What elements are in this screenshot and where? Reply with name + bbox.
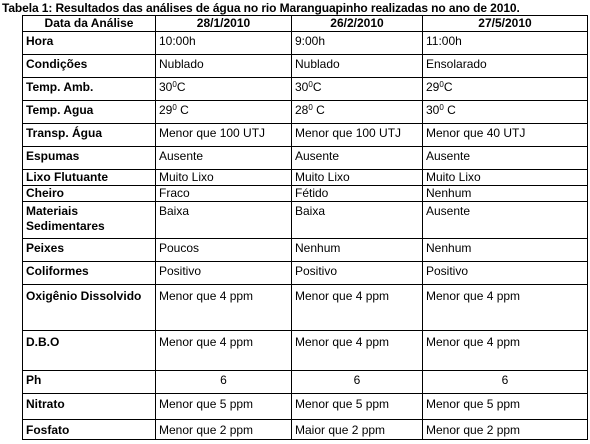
row-label: Peixes [23,239,156,262]
table-cell: 9:00h [292,32,423,55]
table-cell: $30^0C$ [156,78,292,101]
table-cell: Ausente [423,202,588,239]
row-label: Lixo Flutuante [23,170,156,186]
table-cell: Fétido [292,186,423,202]
table-row [23,32,588,55]
table-cell: Menor que 4 ppm [156,285,292,331]
header-cell: 28/1/2010 [156,16,292,32]
table-cell: Baixa [292,202,423,239]
table-cell: 11:00h [423,32,588,55]
table-cell: Ensolarado [423,55,588,78]
table-row [23,101,588,124]
row-label: Fosfato [23,420,156,440]
table-cell: Menor que 5 ppm [292,394,423,420]
table-row [23,147,588,170]
table-cell: Menor que 4 ppm [292,285,423,331]
row-label: Temp. Amb. [23,78,156,101]
table-cell: Ausente [423,147,588,170]
table-row [23,124,588,147]
table-row [23,331,588,371]
table-row [23,371,588,394]
row-label: Temp. Agua [23,101,156,124]
table-row [23,78,588,101]
table-cell: Muito Lixo [292,170,423,186]
table-cell: Ausente [292,147,423,170]
table-cell: Muito Lixo [156,170,292,186]
table-cell: Menor que 100 UTJ [292,124,423,147]
table-row [23,262,588,285]
table-cell: Muito Lixo [423,170,588,186]
table-cell: Menor que 4 ppm [423,331,588,371]
table-cell: Menor que 4 ppm [423,285,588,331]
row-label: Ph [23,371,156,394]
table-cell: $28^0$ C [292,101,423,124]
table-cell: Menor que 5 ppm [156,394,292,420]
row-label: Transp. Água [23,124,156,147]
table-cell: $29^0$ C [156,101,292,124]
table-row [23,202,588,239]
table-cell: Menor que 100 UTJ [156,124,292,147]
row-label: Materiais Sedimentares [23,202,156,239]
table-cell: $30^0$ C [423,101,588,124]
row-label: Condições [23,55,156,78]
row-label: D.B.O [23,331,156,371]
table-cell: Positivo [423,262,588,285]
table-cell: 6 [292,371,423,394]
table-row [23,55,588,78]
table-cell: Positivo [292,262,423,285]
table-cell: Nublado [292,55,423,78]
table-row [23,239,588,262]
table-cell: Menor que 40 UTJ [423,124,588,147]
table-cell: Menor que 4 ppm [292,331,423,371]
row-label: Cheiro [23,186,156,202]
table-cell: 6 [156,371,292,394]
table-cell: Nenhum [423,186,588,202]
header-cell: Data da Análise [23,16,156,32]
table-row [23,394,588,420]
table-cell: Maior que 2 ppm [292,420,423,440]
table-row [23,186,588,202]
table-cell: $29^0C$ [423,78,588,101]
table-cell: 6 [423,371,588,394]
table-cell: Nenhum [423,239,588,262]
row-label: Espumas [23,147,156,170]
header-cell: 26/2/2010 [292,16,423,32]
table-cell: $30^0C$ [292,78,423,101]
row-label: Coliformes [23,262,156,285]
table-cell: 10:00h [156,32,292,55]
table-cell: Nublado [156,55,292,78]
table-row [23,285,588,331]
table-cell: Poucos [156,239,292,262]
water-analysis-table [22,15,588,440]
table-row [23,170,588,186]
row-label: Oxigênio Dissolvido [23,285,156,331]
table-caption: Tabela 1: Resultados das análises de água no rio Maranguapinho realizadas no ano de 2010. [2,1,520,15]
table-cell: Menor que 2 ppm [156,420,292,440]
table-cell: Ausente [156,147,292,170]
row-label: Nitrato [23,394,156,420]
header-cell: 27/5/2010 [423,16,588,32]
table-cell: Positivo [156,262,292,285]
table-cell: Menor que 2 ppm [423,420,588,440]
table-header-row [23,16,588,32]
table-cell: Nenhum [292,239,423,262]
row-label: Hora [23,32,156,55]
table-cell: Baixa [156,202,292,239]
table-cell: Fraco [156,186,292,202]
table-cell: Menor que 5 ppm [423,394,588,420]
table-row [23,420,588,440]
table-cell: Menor que 4 ppm [156,331,292,371]
